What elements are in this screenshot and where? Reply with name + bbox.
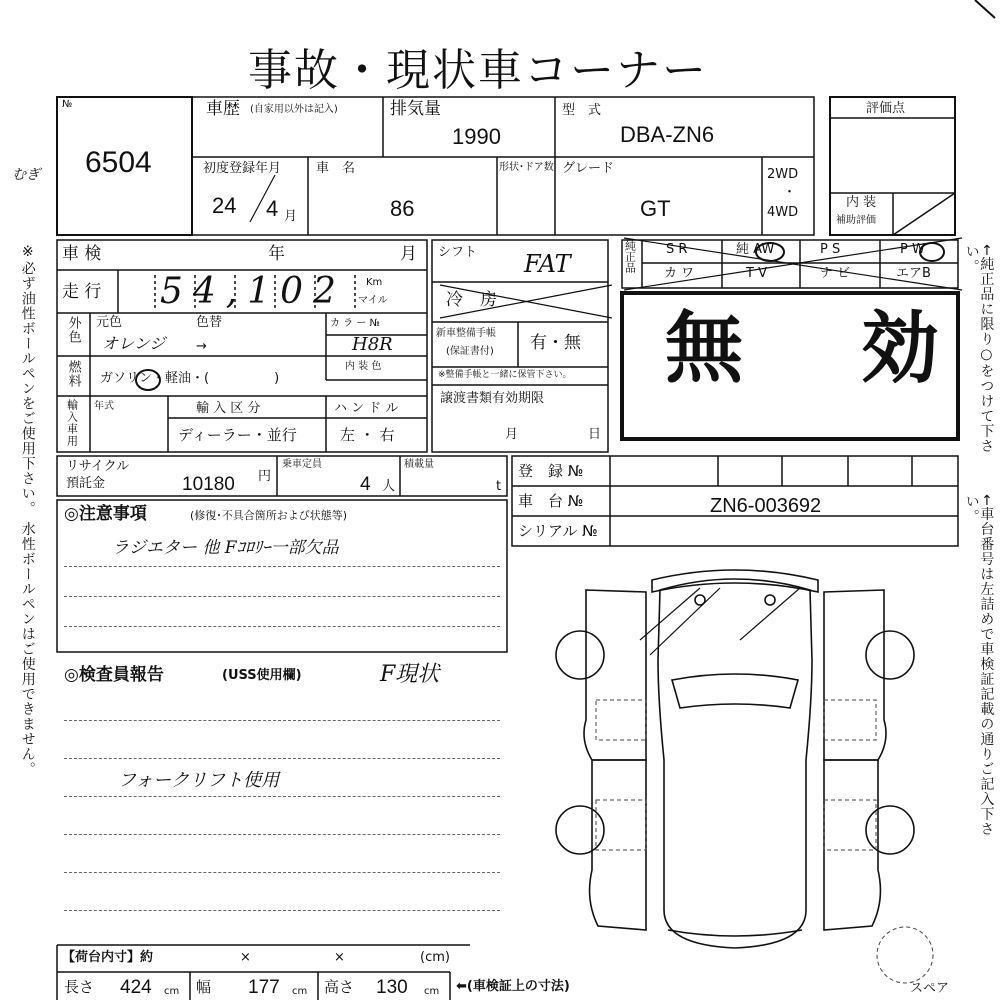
notes-title: ◎注意事項 [64,504,147,524]
load-label: 積載量 [404,459,434,470]
history-sub: (自家用以外は記入) [250,104,338,115]
notes-rule-2 [64,596,500,597]
model-value: DBA-ZN6 [620,122,715,147]
car-name-value: 86 [390,196,415,221]
dims-note: ⬅(車検証上の寸法) [456,979,570,994]
car-diagram [556,570,914,948]
color-code-label: カ ラ ー № [330,318,380,329]
manual-label: 新車整備手帳 [436,328,496,339]
import-kubun-label: 輸 入 区 分 [196,401,261,416]
capacity-value: 4 [360,474,371,495]
transfer-day: 日 [588,427,602,442]
grade-label: グレード [562,161,615,176]
registration-month-unit: 月 [284,209,298,224]
transfer-month: 月 [505,427,519,442]
interior-color-label: 内 装 色 [345,361,382,372]
equip-kawa: カ ワ [664,266,695,281]
notes-rule-3 [64,626,500,627]
equip-navi: ナ ビ [820,266,851,281]
inspector-sub: (USS使用欄) [222,668,302,683]
equip-tv: T V [746,266,767,281]
lot-number: 6504 [85,146,152,179]
mileage-value: 54,102 [160,271,346,312]
score-interior: 内 装 [846,195,877,210]
displacement-label: 排気量 [390,99,441,119]
equip-pw: P W [900,242,925,257]
equip-airbag: エアB [896,266,931,281]
import-handle-value: 左 ・ 右 [340,426,395,444]
cargo-label: 【荷台内寸】約 [62,950,154,965]
length-unit: cm [164,986,180,997]
height-unit: cm [424,986,440,997]
inspector-rule-6 [64,910,500,911]
import-year-label: 年式 [94,401,114,412]
notes-sub: (修復･不具合箇所および状態等) [190,509,348,522]
length-value: 424 [120,977,152,998]
color-code-value: H8R [352,334,393,355]
mileage-unit-km: Km [366,277,383,288]
import-side-label: 輸入車用 [65,399,79,447]
import-handle-label: ハ ン ド ル [334,401,399,416]
capacity-label: 乗車定員 [282,459,322,470]
recycle-unit: 円 [258,469,272,484]
inspector-rule-1 [64,720,500,721]
load-unit: t [496,479,502,494]
chassis-label: 車 台 № [518,492,584,510]
recycle-label: リサイクル [66,459,130,474]
width-unit: cm [292,986,308,997]
width-value: 177 [248,977,280,998]
registration-year: 24 [212,193,237,218]
color-base-value: オレンジ [102,334,166,353]
score-label: 評価点 [866,101,906,116]
spare-label: スペア [910,981,950,996]
recycle-value: 10180 [182,474,235,495]
recycle-label2: 預託金 [66,476,106,491]
mileage-unit-mile: マイル [358,295,388,306]
inspection-year: 年 [268,244,285,264]
fuel-options: ガソリン・軽油・( ) [100,371,280,386]
score-aux: 補助評価 [836,215,876,226]
model-label: 型 式 [562,103,602,118]
import-kubun-value: ディーラー・並行 [178,426,297,444]
height-label: 高さ [324,978,355,996]
inspection-month: 月 [400,244,417,264]
color-base-label: 元色 [96,315,123,330]
manual-sub: (保証書付) [446,346,494,357]
shift-label: シフト [438,245,478,260]
height-value: 130 [376,977,408,998]
lot-margin-note: むぎ [12,167,40,183]
transfer-label: 譲渡書類有効期限 [440,391,545,406]
capacity-unit: 人 [382,479,396,494]
inspector-title: ◎検査員報告 [64,665,164,685]
right-side-note-1: ←純正品に限り○をつけて下さい。 [963,244,995,454]
color-side-label: 外色 [65,316,81,344]
color-arrow: → [196,339,207,354]
mileage-label: 走 行 [62,282,102,302]
inspector-rule-4 [64,834,500,835]
drive-4wd: 4WD [767,205,799,220]
inspector-rule-2 [64,758,500,759]
reg-no-label: 登 録 № [518,462,584,480]
inspector-hand1: F現状 [380,662,440,687]
left-side-note: ※必ず油性ボールペンをご使用下さい。 水性ボールペンはご使用できません。 [19,244,36,777]
invalid-stamp: 無 効 [665,304,960,394]
drive-dot: ・ [783,185,797,200]
equip-ps: P S [820,242,841,257]
manual-value: 有・無 [530,333,581,353]
grade-value: GT [640,196,671,221]
registration-label: 初度登録年月 [203,161,282,176]
lot-no-label: № [62,99,73,110]
cargo-x2: × [334,950,345,965]
notes-rule-1 [64,566,500,567]
body-label: 形状･ドア数 [499,162,554,173]
inspection-label: 車 検 [62,244,102,264]
equip-sr: S R [666,242,688,257]
cargo-x1: × [240,950,251,965]
notes-line1: ラジエター 他 Fｺﾛﾘｰ一部欠品 [112,538,339,558]
color-change-label: 色替 [196,315,223,330]
width-label: 幅 [196,978,212,996]
equip-aw: 純 AW [736,242,775,257]
history-label: 車歴 [206,99,240,119]
fuel-side-label: 燃料 [65,360,81,388]
inspector-rule-5 [64,872,500,873]
right-side-note-2: ←車台番号は左詰めで車検証記載の通りご記入下さい。 [963,494,995,837]
form-title: 事故・現状車コーナー [248,45,708,96]
cargo-unit: (cm) [420,950,450,965]
cooler-label: 冷 房 [446,290,497,310]
car-name-label: 車 名 [316,161,356,176]
inspector-line1: フォークリフト使用 [118,770,280,791]
registration-month: 4 [266,196,279,221]
inspector-rule-3 [64,796,500,797]
drive-2wd: 2WD [767,167,799,182]
displacement-value: 1990 [452,124,501,149]
manual-note: ※整備手帳と一緒に保管下さい。 [438,370,572,380]
serial-label: シリアル № [518,522,598,540]
length-label: 長さ [64,978,95,996]
shift-value: FAT [524,250,571,278]
chassis-value: ZN6-003692 [710,495,822,517]
equipment-side-label: 純正品 [623,240,637,273]
